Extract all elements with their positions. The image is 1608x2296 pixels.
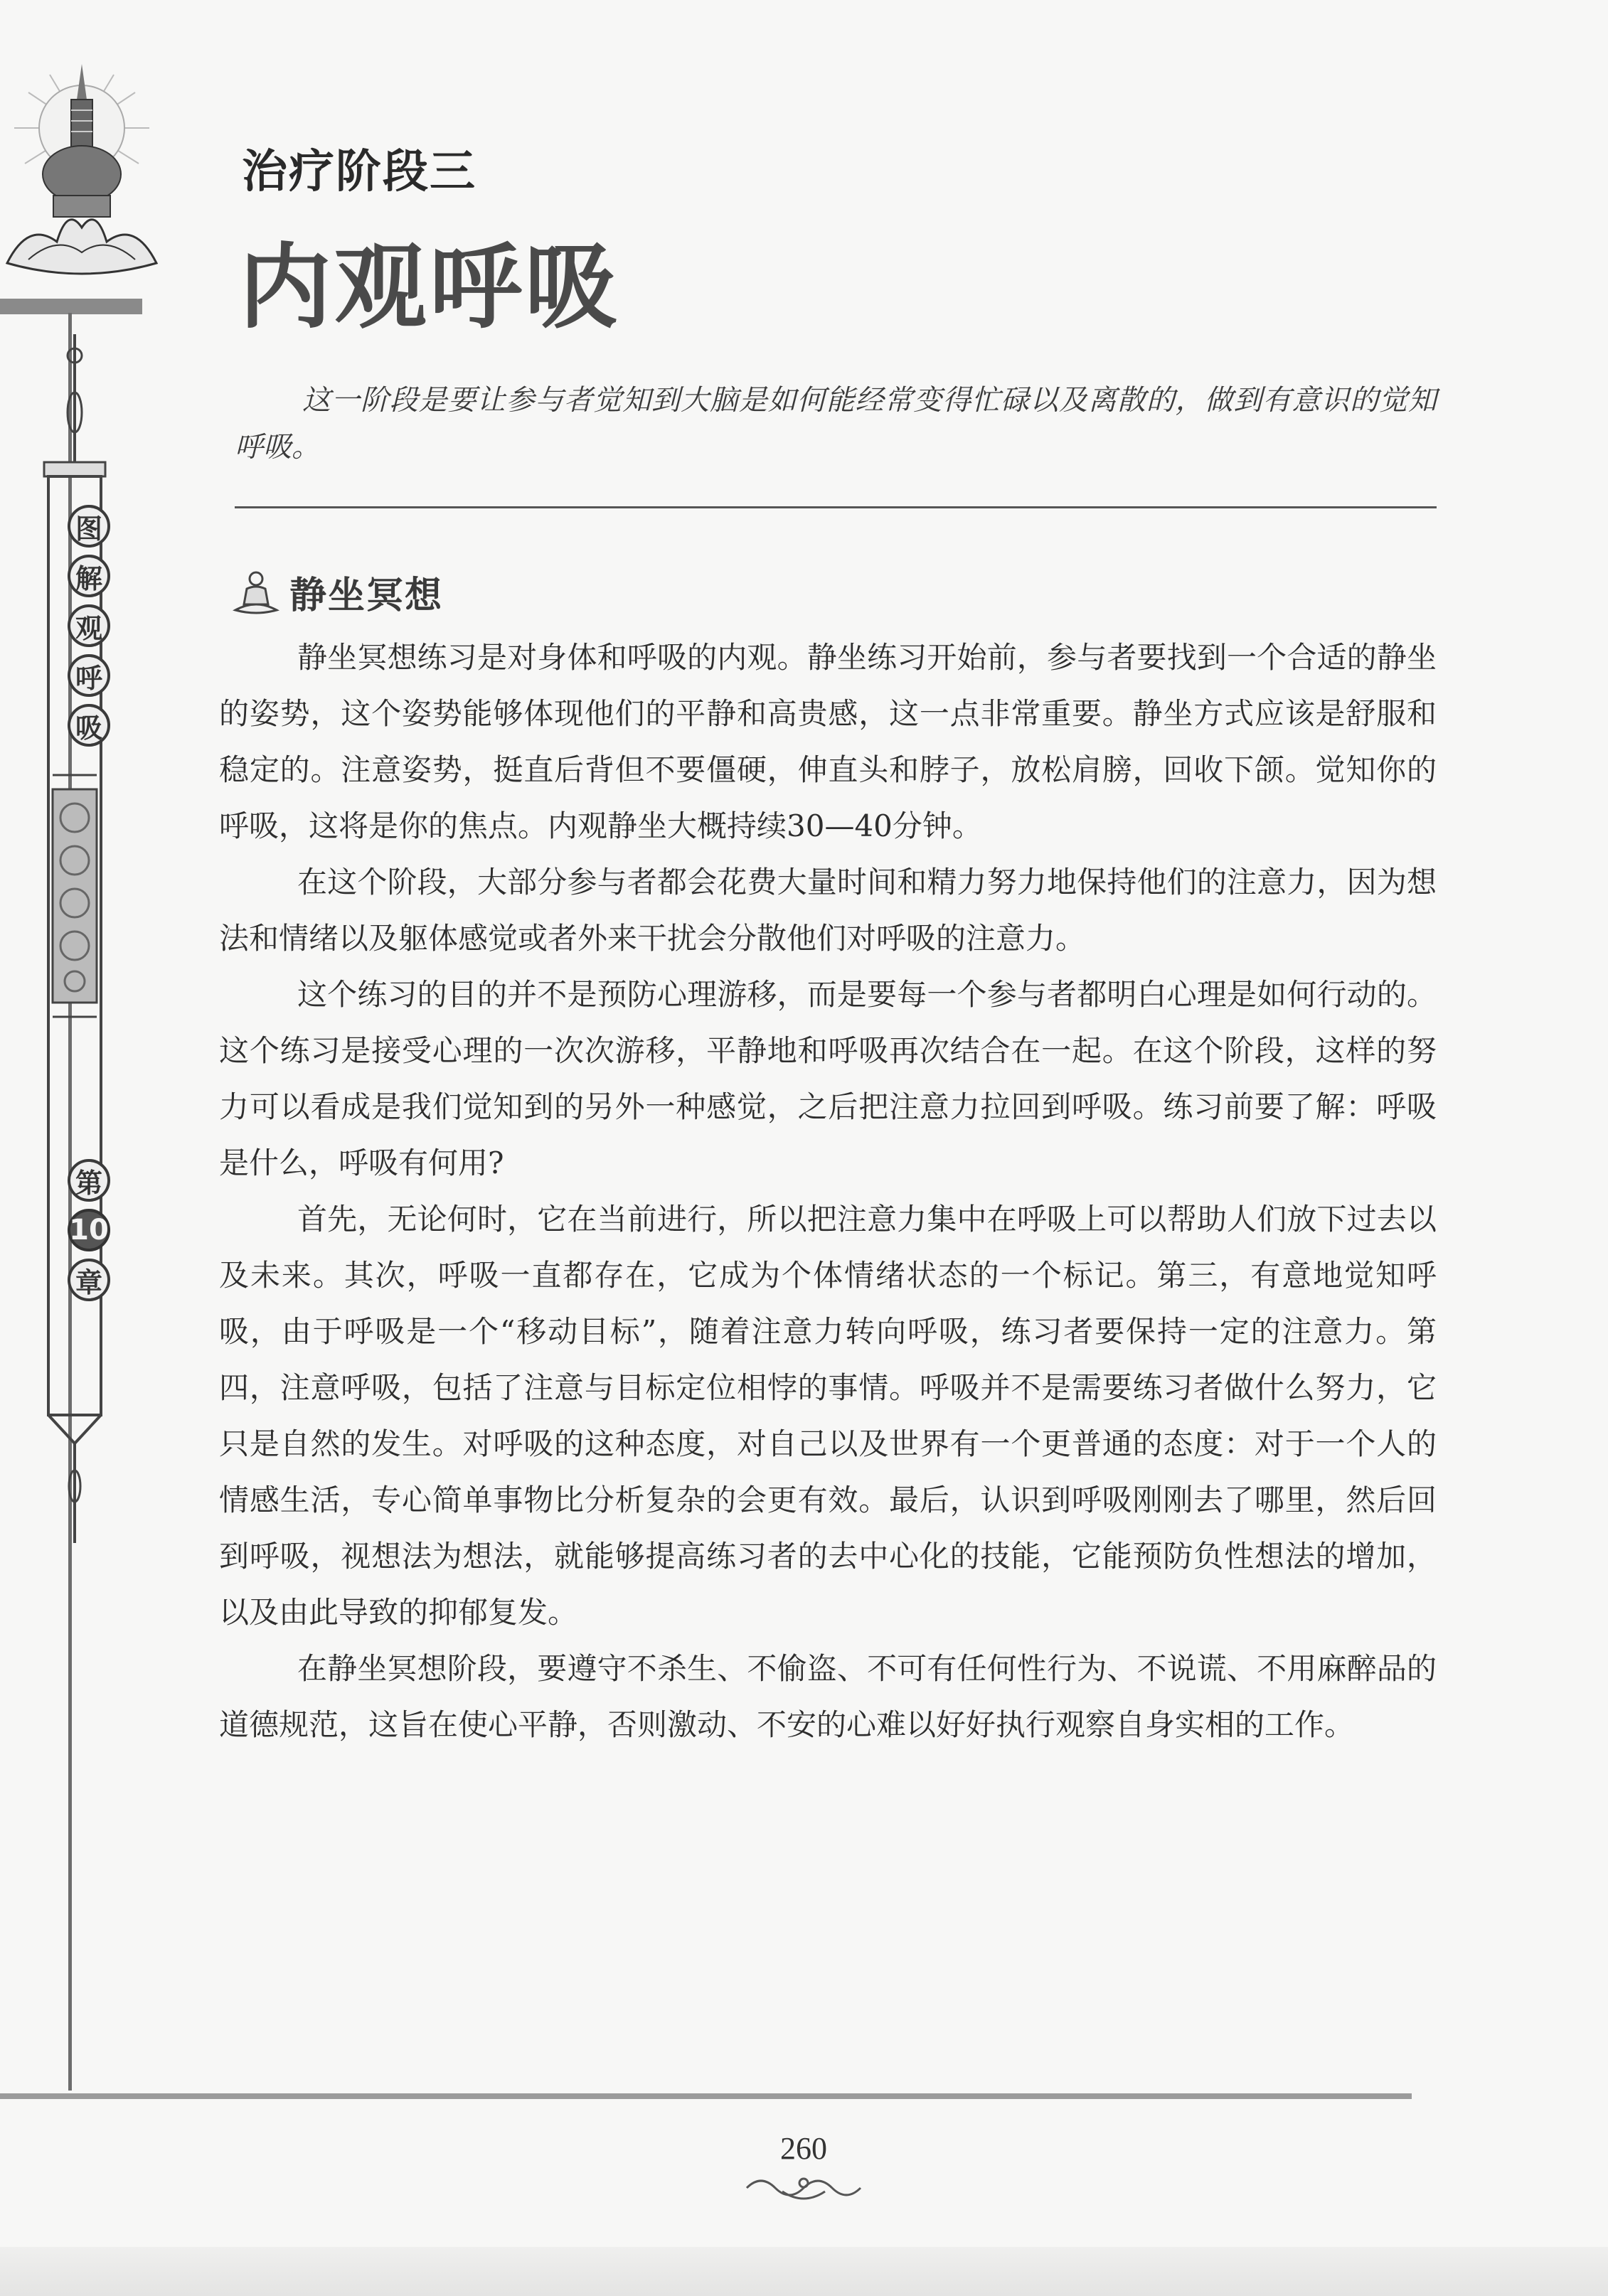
book-title-char: 图 (68, 505, 110, 548)
meditating-figure-icon (231, 567, 281, 617)
stupa-lotus-ornament (0, 50, 164, 292)
chapter-number: 10 (68, 1209, 110, 1251)
book-title-char: 呼 (68, 654, 110, 697)
scan-edge (0, 2247, 1608, 2296)
book-title-char: 观 (68, 604, 110, 647)
section-title: 静坐冥想 (289, 574, 444, 617)
book-title-char: 解 (68, 555, 110, 597)
body-paragraph: 静坐冥想练习是对身体和呼吸的内观。静坐练习开始前，参与者要找到一个合适的静坐的姿势，这个姿势能够体现他们的平静和高贵感，这一点非常重要。静坐方式应该是舒服和稳定的。注意姿势，挺直后背但不要僵硬，伸直头和脖子，放松肩膀，回收下颌。觉知你的呼吸，这将是你的焦点。内观静坐大概持续30—40分钟。 (219, 640, 1437, 843)
page-title: 内观呼吸 (239, 233, 621, 341)
footer-rule (0, 2093, 1412, 2099)
chapter-char: 第 (68, 1159, 110, 1202)
intro-divider (235, 506, 1437, 508)
header-bar (0, 299, 142, 314)
section-heading (231, 565, 443, 619)
stage-subtitle: 治疗阶段三 (242, 146, 476, 198)
body-text (219, 629, 1437, 1753)
body-paragraph: 首先，无论何时，它在当前进行，所以把注意力集中在呼吸上可以帮助人们放下过去以及未来。其次，呼吸一直都存在，它成为个体情绪状态的一个标记。第三，有意地觉知呼吸，由于呼吸是一个“移动目标”，随着注意力转向呼吸，练习者要保持一定的注意力。第四，注意呼吸，包括了注意与目标定位相悖的事情。呼吸并不是需要练习者做什么努力，它只是自然的发生。对呼吸的这种态度，对自己以及世界有一个更普通的态度：对于一个人的情感生活，专心简单事物比分析复杂的会更有效。最后，认识到呼吸刚刚去了哪里，然后回到呼吸，视想法为想法，就能够提高练习者的去中心化的技能，它能预防负性想法的增加，以及由此导致的抑郁复发。 (219, 1202, 1437, 1630)
chapter-char: 章 (68, 1259, 110, 1301)
body-paragraph: 在这个阶段，大部分参与者都会花费大量时间和精力努力地保持他们的注意力，因为想法和情绪以及躯体感觉或者外来干扰会分散他们对呼吸的注意力。 (219, 865, 1437, 956)
body-paragraph: 这个练习的目的并不是预防心理游移，而是要每一个参与者都明白心理是如何行动的。这个练习是接受心理的一次次游移，平静地和呼吸再次结合在一起。在这个阶段，这样的努力可以看成是我们觉知到的另外一种感觉，之后把注意力拉回到呼吸。练习前要了解：呼吸是什么，呼吸有何用? (219, 977, 1437, 1180)
chapter-badges (63, 1159, 115, 1308)
body-paragraph: 在静坐冥想阶段，要遵守不杀生、不偷盗、不可有任何性行为、不说谎、不用麻醉品的道德规范，这旨在使心平静，否则激动、不安的心难以好好执行观察自身实相的工作。 (219, 1651, 1437, 1742)
book-title-badges (63, 505, 115, 754)
intro-paragraph: 这一阶段是要让参与者觉知到大脑是如何能经常变得忙碌以及离散的，做到有意识的觉知呼吸。 (235, 384, 1437, 464)
page-number: 260 (780, 2131, 827, 2166)
book-title-char: 吸 (68, 704, 110, 747)
footer-scroll-ornament (740, 2170, 868, 2206)
